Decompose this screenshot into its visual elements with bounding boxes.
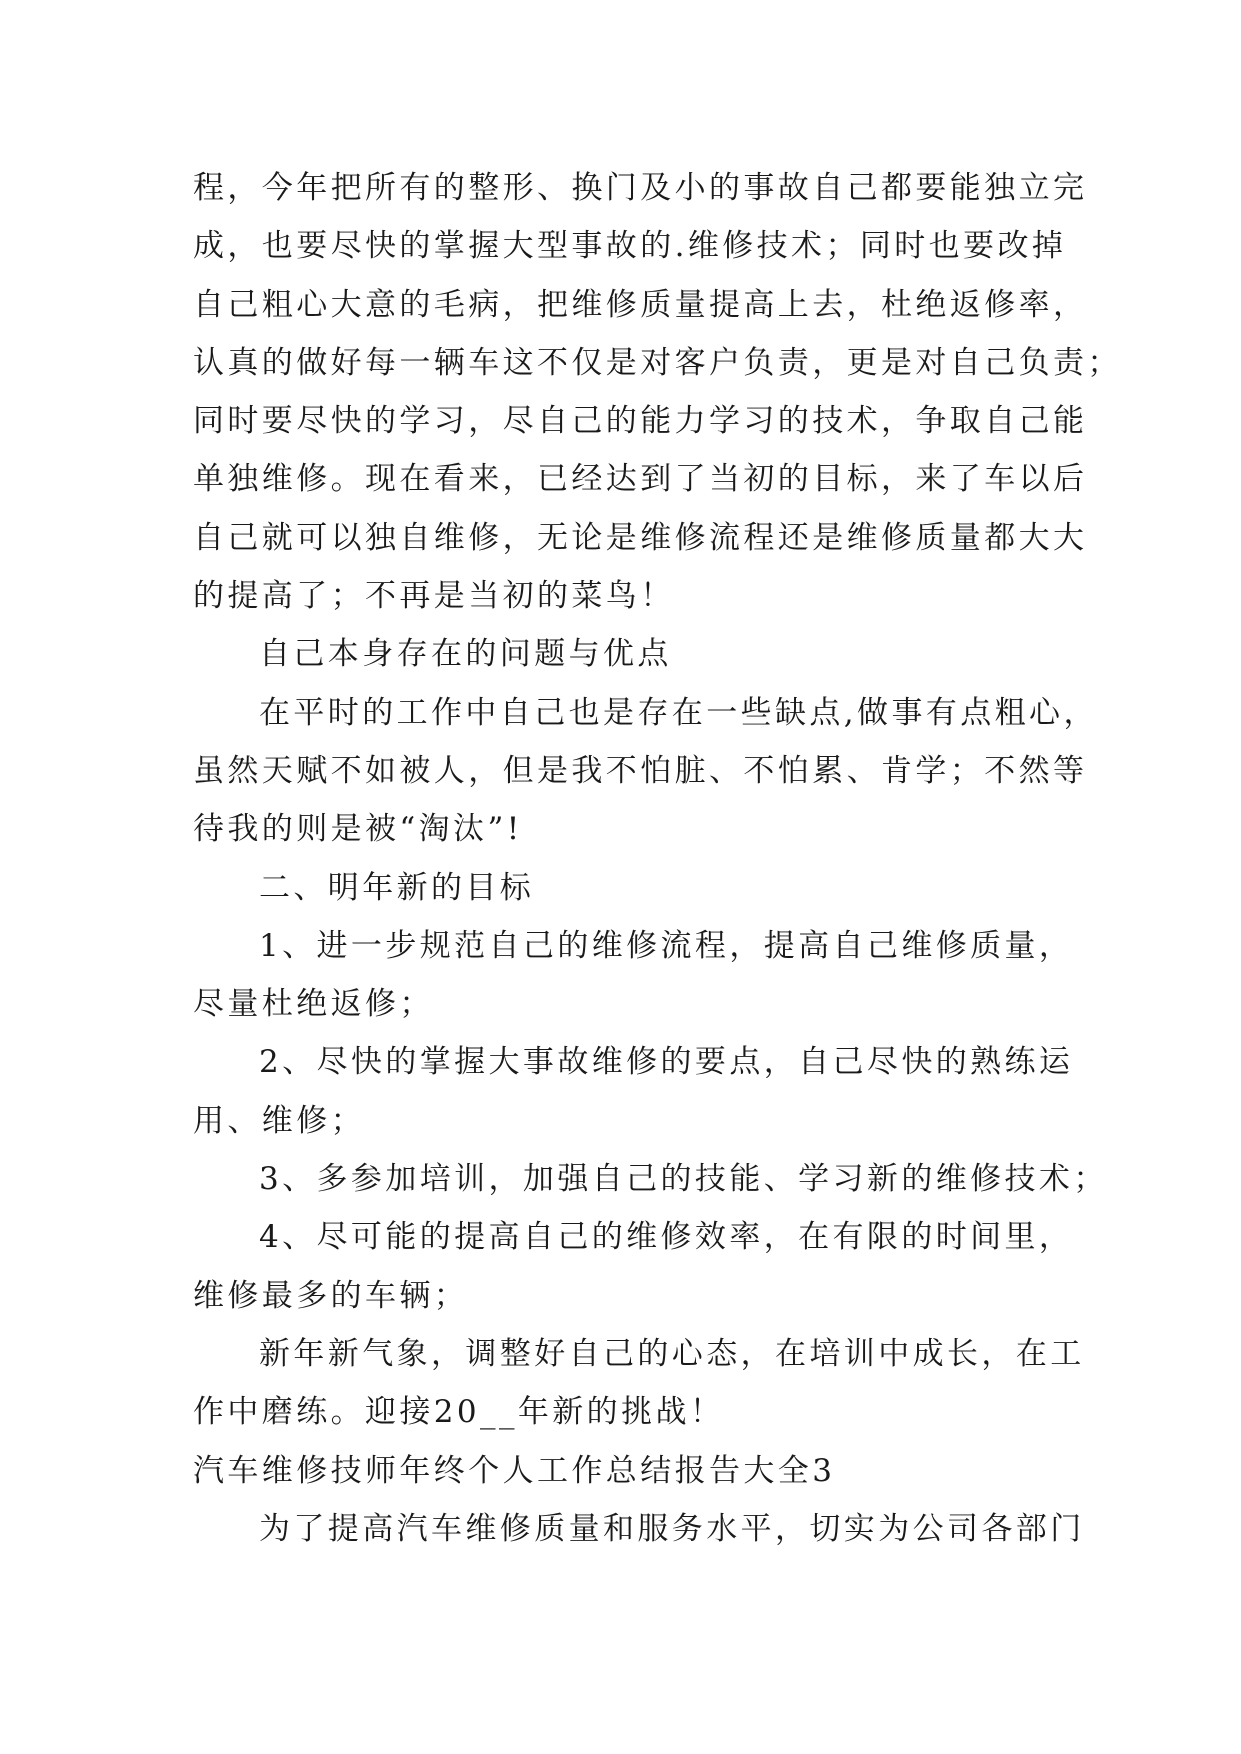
body-line: 为了提高汽车维修质量和服务水平，切实为公司各部门	[259, 1510, 1085, 1547]
document-title: 汽车维修技师年终个人工作总结报告大全3	[193, 1452, 836, 1489]
list-item: 4、尽可能的提高自己的维修效率，在有限的时间里，	[259, 1219, 1074, 1256]
body-line: 自己粗心大意的毛病，把维修质量提高上去，杜绝返修率，	[193, 286, 1088, 323]
list-item-continuation: 尽量杜绝返修；	[193, 986, 434, 1023]
section-heading: 自己本身存在的问题与优点	[259, 636, 672, 673]
body-line: 自己就可以独自维修，无论是维修流程还是维修质量都大大	[193, 519, 1088, 556]
list-item: 2、尽快的掌握大事故维修的要点，自己尽快的熟练运	[259, 1044, 1074, 1081]
section-heading: 二、明年新的目标	[259, 869, 535, 906]
body-line: 虽然天赋不如被人，但是我不怕脏、不怕累、肯学；不然等	[193, 752, 1088, 789]
body-line: 作中磨练。迎接20__年新的挑战！	[193, 1394, 725, 1431]
list-item: 3、多参加培训，加强自己的技能、学习新的维修技术；	[259, 1161, 1108, 1198]
body-line: 认真的做好每一辆车这不仅是对客户负责，更是对自己负责；	[193, 344, 1122, 381]
list-item-continuation: 维修最多的车辆；	[193, 1277, 469, 1314]
body-line: 的提高了；不再是当初的菜鸟！	[193, 578, 675, 615]
body-line: 新年新气象，调整好自己的心态，在培训中成长，在工	[259, 1335, 1085, 1372]
document-body	[193, 159, 1122, 1558]
body-line: 同时要尽快的学习，尽自己的能力学习的技术，争取自己能	[193, 403, 1088, 440]
list-item: 1、进一步规范自己的维修流程，提高自己维修质量，	[259, 927, 1074, 964]
body-line: 单独维修。现在看来，已经达到了当初的目标，来了车以后	[193, 461, 1088, 498]
body-line: 在平时的工作中自己也是存在一些缺点,做事有点粗心，	[259, 694, 1098, 731]
body-line: 成，也要尽快的掌握大型事故的.维修技术；同时也要改掉	[193, 228, 1067, 265]
body-line: 待我的则是被“淘汰”!	[193, 811, 523, 848]
list-item-continuation: 用、维修；	[193, 1102, 365, 1139]
body-line: 程，今年把所有的整形、换门及小的事故自己都要能独立完	[193, 170, 1088, 206]
